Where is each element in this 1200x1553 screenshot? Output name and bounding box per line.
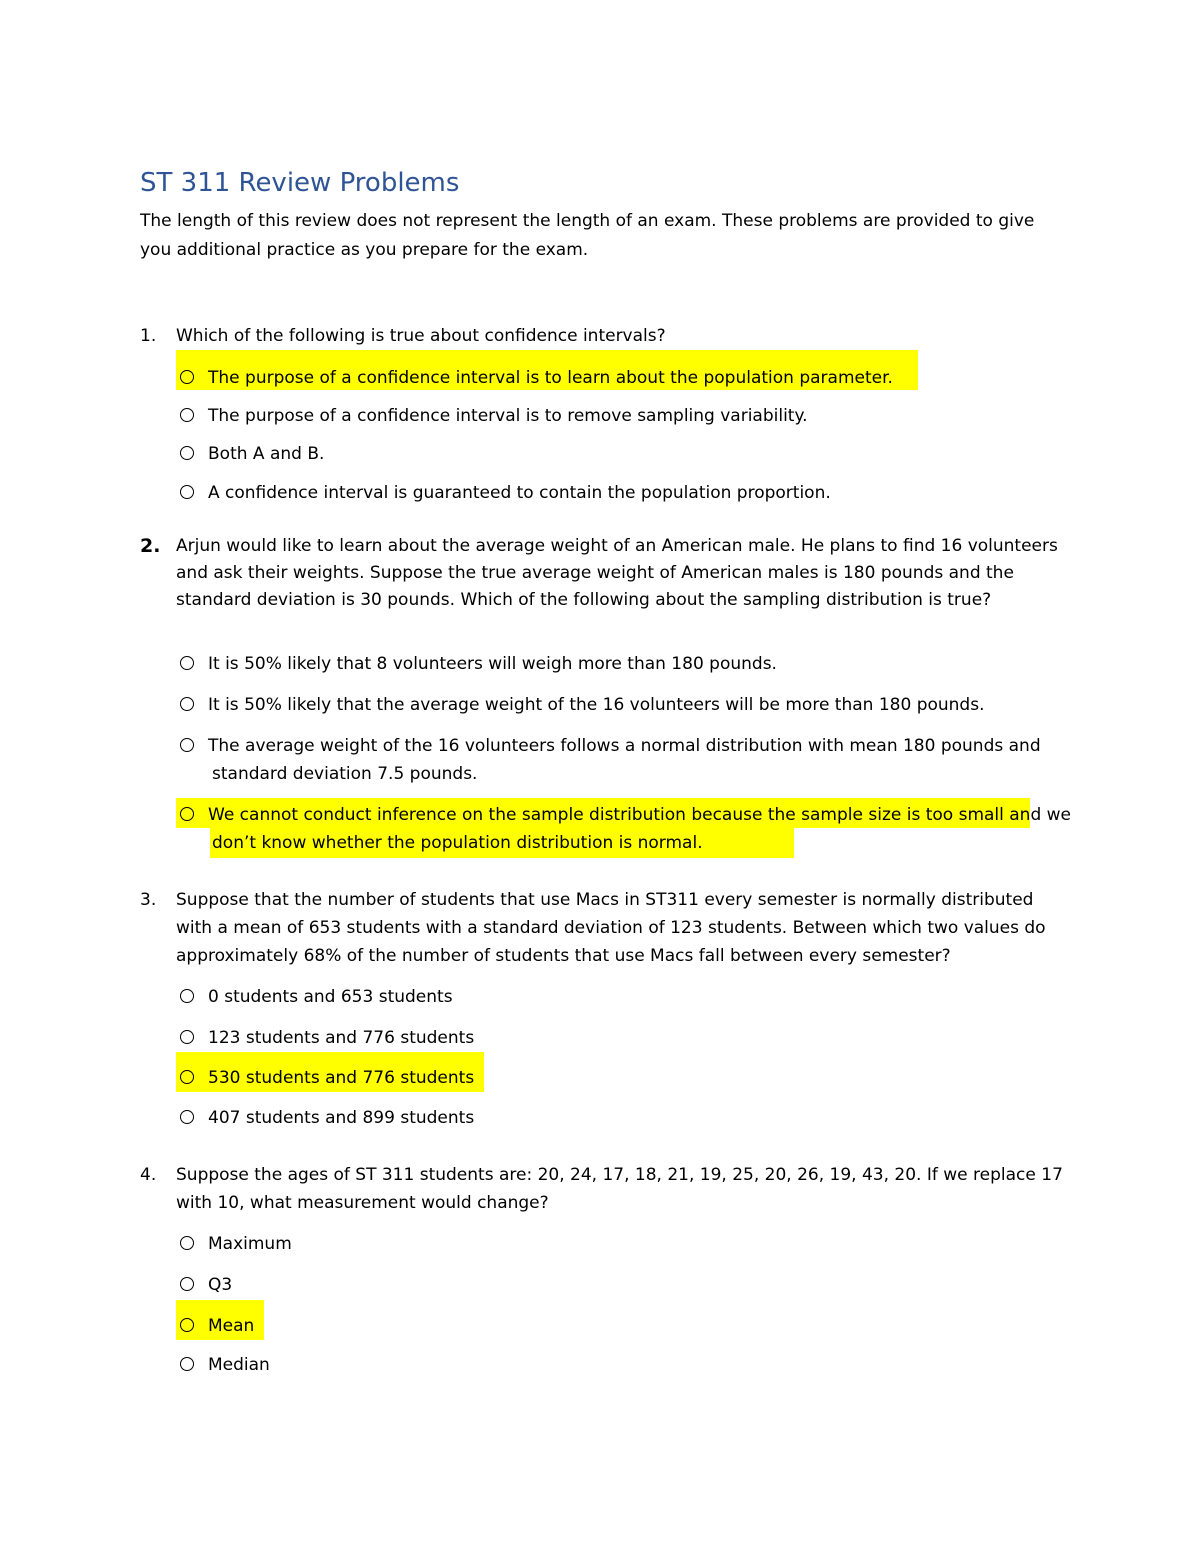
radio-circle-icon[interactable] bbox=[180, 446, 194, 460]
radio-circle-icon[interactable] bbox=[180, 1110, 194, 1124]
option-1b[interactable] bbox=[176, 402, 808, 430]
option-label: 407 students and 899 students bbox=[208, 1108, 475, 1128]
radio-circle-icon[interactable] bbox=[180, 1070, 194, 1084]
option-2a[interactable] bbox=[176, 650, 777, 678]
radio-circle-icon[interactable] bbox=[180, 989, 194, 1003]
intro-paragraph: The length of this review does not represent the length of an exam. These problems are provided to give you additional practice as you prepare for the exam. bbox=[140, 211, 1035, 260]
option-label: 530 students and 776 students bbox=[208, 1068, 475, 1088]
option-2d[interactable] bbox=[176, 801, 1072, 857]
question-text: Suppose the ages of ST 311 students are: 20, 24, 17, 18, 21, 19, 25, 20, 26, 19, 43, 20. If we replace 17 with 10, what measurement would change? bbox=[176, 1165, 1063, 1213]
option-label: The average weight of the 16 volunteers follows a normal distribution with mean 180 pounds and standard deviation 7.5 pounds. bbox=[208, 736, 1041, 784]
option-3c[interactable] bbox=[176, 1064, 474, 1092]
option-label: 0 students and 653 students bbox=[208, 987, 453, 1007]
option-label: The purpose of a confidence interval is to learn about the population parameter. bbox=[208, 368, 893, 388]
option-label: We cannot conduct inference on the sample distribution because the sample size is too small and we don’t know whether the population distribution is normal. bbox=[208, 805, 1072, 853]
option-2b[interactable] bbox=[176, 691, 984, 719]
option-3a[interactable] bbox=[176, 983, 453, 1011]
option-label: Both A and B. bbox=[208, 444, 325, 464]
option-1c[interactable] bbox=[176, 440, 324, 468]
question-3 bbox=[140, 886, 1070, 970]
radio-circle-icon[interactable] bbox=[180, 1236, 194, 1250]
option-label: A confidence interval is guaranteed to contain the population proportion. bbox=[208, 483, 831, 503]
radio-circle-icon[interactable] bbox=[180, 485, 194, 499]
radio-circle-icon[interactable] bbox=[180, 1030, 194, 1044]
option-4b[interactable] bbox=[176, 1271, 232, 1299]
option-4a[interactable] bbox=[176, 1230, 292, 1258]
option-1d[interactable] bbox=[176, 479, 831, 507]
question-number: 2. bbox=[140, 535, 161, 557]
option-label: Median bbox=[208, 1355, 270, 1375]
radio-circle-icon[interactable] bbox=[180, 1318, 194, 1332]
question-4 bbox=[140, 1161, 1070, 1217]
radio-circle-icon[interactable] bbox=[180, 738, 194, 752]
radio-circle-icon[interactable] bbox=[180, 408, 194, 422]
question-text: Which of the following is true about confidence intervals? bbox=[176, 326, 666, 346]
option-2c[interactable] bbox=[176, 732, 1072, 788]
question-text: Arjun would like to learn about the average weight of an American male. He plans to find 16 volunteers and ask their weights. Suppose the true average weight of American males is 180 pounds and the standard deviation is 30 pounds. Which of the following about the sampling distribution is true? bbox=[176, 536, 1058, 610]
option-label: Mean bbox=[208, 1316, 255, 1336]
radio-circle-icon[interactable] bbox=[180, 1357, 194, 1371]
page-title: ST 311 Review Problems bbox=[140, 168, 460, 198]
option-label: Maximum bbox=[208, 1234, 292, 1254]
option-3b[interactable] bbox=[176, 1024, 474, 1052]
radio-circle-icon[interactable] bbox=[180, 807, 194, 821]
option-4d[interactable] bbox=[176, 1351, 270, 1379]
option-1a[interactable] bbox=[176, 364, 893, 392]
radio-circle-icon[interactable] bbox=[180, 656, 194, 670]
question-number: 4. bbox=[140, 1165, 157, 1185]
radio-circle-icon[interactable] bbox=[180, 1277, 194, 1291]
radio-circle-icon[interactable] bbox=[180, 370, 194, 384]
option-label: The purpose of a confidence interval is to remove sampling variability. bbox=[208, 406, 808, 426]
option-label: It is 50% likely that 8 volunteers will weigh more than 180 pounds. bbox=[208, 654, 777, 674]
option-label: Q3 bbox=[208, 1275, 233, 1295]
question-number: 3. bbox=[140, 890, 157, 910]
option-4c[interactable] bbox=[176, 1312, 254, 1340]
question-text: Suppose that the number of students that use Macs in ST311 every semester is normally distributed with a mean of 653 students with a standard deviation of 123 students. Between which two values do approximately 68% of the number of students that use Macs fall between every semester? bbox=[176, 890, 1046, 966]
option-label: 123 students and 776 students bbox=[208, 1028, 475, 1048]
radio-circle-icon[interactable] bbox=[180, 697, 194, 711]
option-3d[interactable] bbox=[176, 1104, 474, 1132]
question-2 bbox=[140, 533, 1070, 614]
question-1 bbox=[140, 323, 1070, 350]
option-label: It is 50% likely that the average weight of the 16 volunteers will be more than 180 pounds. bbox=[208, 695, 985, 715]
question-number: 1. bbox=[140, 326, 157, 346]
